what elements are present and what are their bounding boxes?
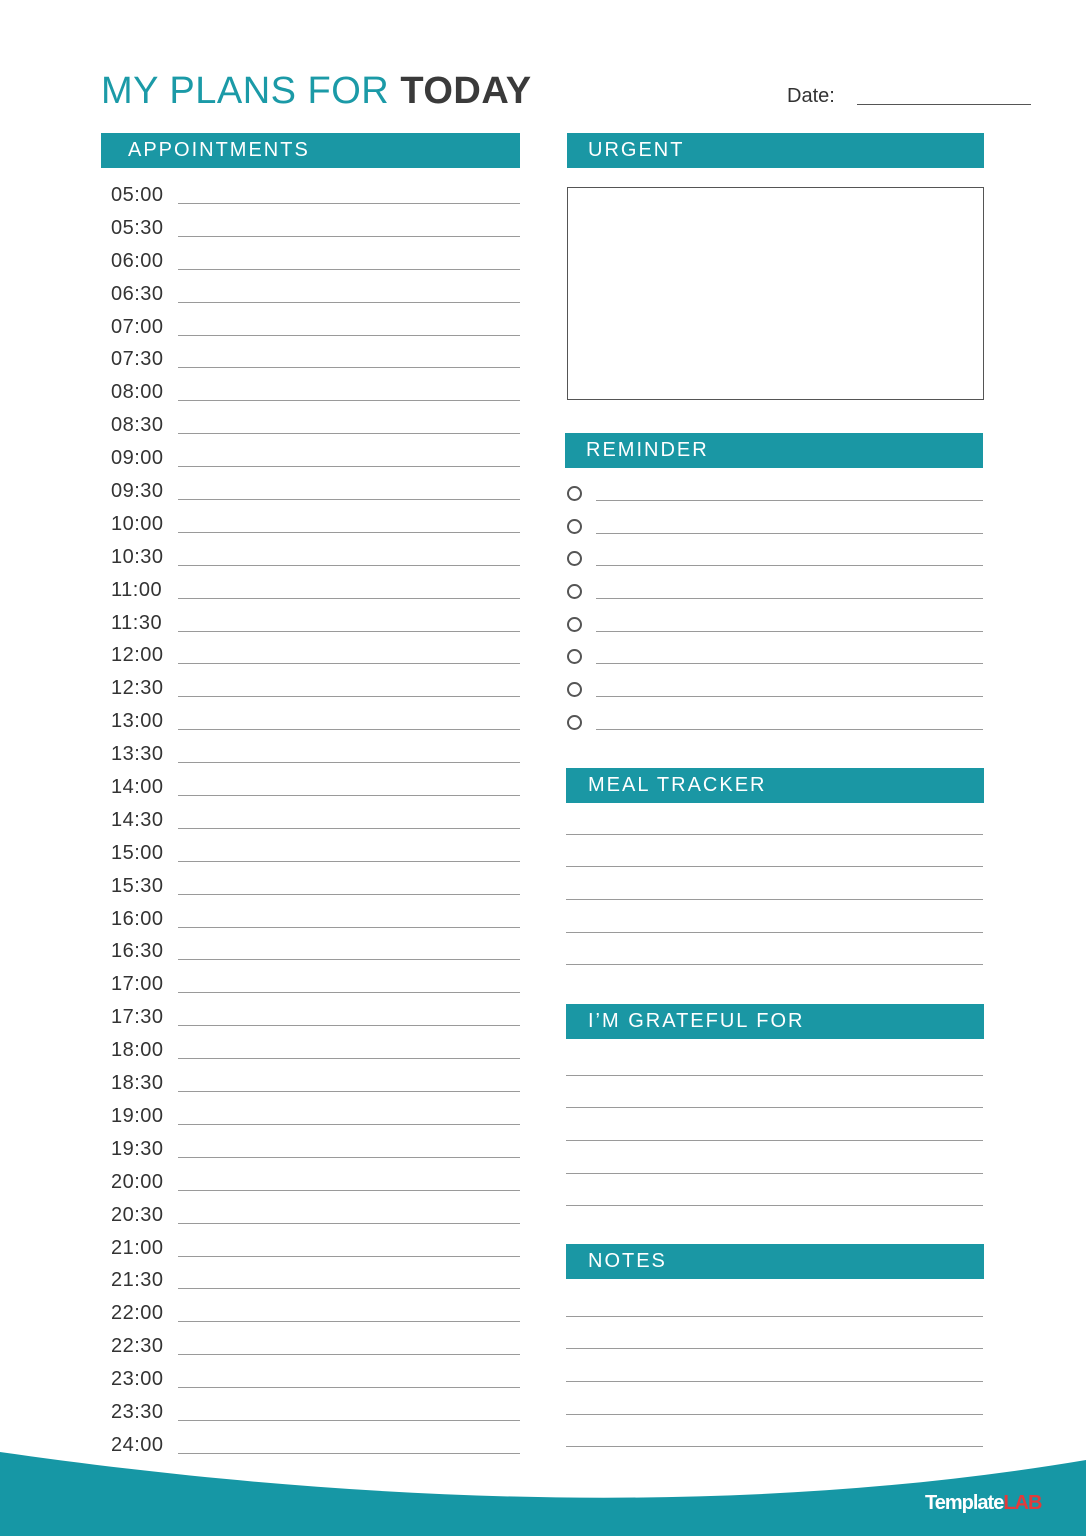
appointment-time: 11:30	[111, 611, 163, 634]
appointment-entry-line[interactable]	[178, 400, 520, 401]
appointment-row	[101, 706, 520, 739]
appointment-row	[101, 1134, 520, 1167]
appointment-row	[101, 443, 520, 476]
appointment-row	[101, 1364, 520, 1397]
appointment-row	[101, 476, 520, 509]
appointment-entry-line[interactable]	[178, 1256, 520, 1257]
reminder-item	[566, 543, 983, 576]
reminder-item	[566, 511, 983, 544]
appointment-row	[101, 608, 520, 641]
appointment-entry-line[interactable]	[178, 335, 520, 336]
appointment-time: 19:30	[111, 1137, 164, 1160]
appointment-entry-line[interactable]	[178, 992, 520, 993]
appointment-time: 21:00	[111, 1236, 164, 1259]
checkbox-circle-icon[interactable]	[567, 715, 582, 730]
appointment-entry-line[interactable]	[178, 532, 520, 533]
appointment-time: 07:30	[111, 348, 164, 371]
appointment-entry-line[interactable]	[178, 565, 520, 566]
appointment-entry-line[interactable]	[178, 631, 520, 632]
urgent-box[interactable]	[567, 187, 984, 400]
checkbox-circle-icon[interactable]	[567, 519, 582, 534]
notes-entry-line[interactable]	[566, 1317, 983, 1350]
appointment-time: 18:00	[111, 1039, 164, 1062]
appointment-row	[101, 640, 520, 673]
appointment-row	[101, 575, 520, 608]
appointment-entry-line[interactable]	[178, 1354, 520, 1355]
appointment-entry-line[interactable]	[178, 861, 520, 862]
checkbox-circle-icon[interactable]	[567, 617, 582, 632]
appointment-time: 21:30	[111, 1269, 164, 1292]
appointment-time: 22:30	[111, 1335, 164, 1358]
appointment-time: 10:00	[111, 512, 164, 535]
appointment-entry-line[interactable]	[178, 1321, 520, 1322]
appointment-row	[101, 805, 520, 838]
appointment-row	[101, 1002, 520, 1035]
appointment-time: 08:00	[111, 381, 164, 404]
meal-entry-line[interactable]	[566, 933, 983, 966]
appointment-entry-line[interactable]	[178, 367, 520, 368]
reminder-entry-line[interactable]	[596, 533, 983, 534]
appointment-row	[101, 377, 520, 410]
appointment-entry-line[interactable]	[178, 302, 520, 303]
grateful-header: I’M GRATEFUL FOR	[566, 1004, 984, 1039]
appointment-time: 09:30	[111, 480, 164, 503]
templatelab-logo	[925, 1492, 1041, 1515]
appointment-time: 07:00	[111, 315, 164, 338]
appointment-time: 22:00	[111, 1302, 164, 1325]
appointment-row	[101, 1233, 520, 1266]
appointment-time: 05:30	[111, 216, 164, 239]
meal-tracker-lines	[566, 802, 983, 965]
reminder-list	[566, 478, 983, 740]
appointment-entry-line[interactable]	[178, 433, 520, 434]
appointment-row	[101, 1397, 520, 1430]
date-field[interactable]	[857, 104, 1031, 105]
appointment-entry-line[interactable]	[178, 729, 520, 730]
appointment-entry-line[interactable]	[178, 499, 520, 500]
reminder-header: REMINDER	[565, 433, 983, 468]
appointment-entry-line[interactable]	[178, 894, 520, 895]
appointment-time: 16:00	[111, 907, 164, 930]
checkbox-circle-icon[interactable]	[567, 649, 582, 664]
appointment-time: 12:00	[111, 644, 164, 667]
appointment-entry-line[interactable]	[178, 927, 520, 928]
notes-entry-line[interactable]	[566, 1349, 983, 1382]
appointment-time: 19:00	[111, 1104, 164, 1127]
urgent-header: URGENT	[567, 133, 984, 168]
appointment-entry-line[interactable]	[178, 795, 520, 796]
appointment-row	[101, 542, 520, 575]
checkbox-circle-icon[interactable]	[567, 584, 582, 599]
grateful-entry-line[interactable]	[566, 1141, 983, 1174]
appointment-row	[101, 180, 520, 213]
checkbox-circle-icon[interactable]	[567, 486, 582, 501]
appointment-time: 16:30	[111, 940, 164, 963]
notes-lines	[566, 1284, 983, 1447]
appointment-time: 18:30	[111, 1072, 164, 1095]
appointment-row	[101, 936, 520, 969]
reminder-item	[566, 707, 983, 740]
meal-tracker-header: MEAL TRACKER	[566, 768, 984, 803]
appointment-time: 20:30	[111, 1203, 164, 1226]
meal-entry-line[interactable]	[566, 900, 983, 933]
appointment-entry-line[interactable]	[178, 1387, 520, 1388]
appointment-row	[101, 410, 520, 443]
appointment-time: 11:00	[111, 578, 163, 601]
logo-lab-text: LAB	[1003, 1492, 1042, 1514]
grateful-entry-line[interactable]	[566, 1076, 983, 1109]
appointment-time: 23:30	[111, 1400, 164, 1423]
reminder-entry-line[interactable]	[596, 598, 983, 599]
appointment-entry-line[interactable]	[178, 1288, 520, 1289]
appointment-time: 17:30	[111, 1006, 164, 1029]
title-bold-part: TODAY	[400, 70, 532, 112]
checkbox-circle-icon[interactable]	[567, 551, 582, 566]
appointment-time: 08:30	[111, 414, 164, 437]
checkbox-circle-icon[interactable]	[567, 682, 582, 697]
appointment-time: 20:00	[111, 1170, 164, 1193]
appointment-row	[101, 279, 520, 312]
appointment-entry-line[interactable]	[178, 598, 520, 599]
reminder-entry-line[interactable]	[596, 729, 983, 730]
appointment-time: 15:00	[111, 841, 164, 864]
appointment-entry-line[interactable]	[178, 1058, 520, 1059]
reminder-item	[566, 576, 983, 609]
appointment-time: 23:00	[111, 1368, 164, 1391]
appointment-entry-line[interactable]	[178, 1190, 520, 1191]
appointment-time: 14:00	[111, 776, 164, 799]
appointment-time: 06:00	[111, 249, 164, 272]
reminder-item	[566, 674, 983, 707]
appointment-entry-line[interactable]	[178, 1025, 520, 1026]
footer-wave	[0, 1440, 1086, 1536]
appointment-time: 10:30	[111, 545, 164, 568]
appointment-entry-line[interactable]	[178, 1420, 520, 1421]
appointment-row	[101, 1298, 520, 1331]
appointment-row	[101, 871, 520, 904]
appointment-time: 09:00	[111, 447, 164, 470]
meal-entry-line[interactable]	[566, 867, 983, 900]
appointment-time: 15:30	[111, 874, 164, 897]
appointment-entry-line[interactable]	[178, 959, 520, 960]
appointment-entry-line[interactable]	[178, 269, 520, 270]
appointment-time: 05:00	[111, 184, 164, 206]
reminder-entry-line[interactable]	[596, 565, 983, 566]
page-title	[101, 68, 532, 114]
appointment-row	[101, 904, 520, 937]
reminder-entry-line[interactable]	[596, 631, 983, 632]
appointment-entry-line[interactable]	[178, 696, 520, 697]
meal-entry-line[interactable]	[566, 802, 983, 835]
appointment-time: 13:00	[111, 710, 164, 733]
appointment-row	[101, 509, 520, 542]
appointment-row	[101, 1101, 520, 1134]
appointment-time: 13:30	[111, 743, 164, 766]
appointments-header: APPOINTMENTS	[101, 133, 520, 168]
grateful-entry-line[interactable]	[566, 1043, 983, 1076]
appointment-row	[101, 1068, 520, 1101]
reminder-item	[566, 478, 983, 511]
appointment-row	[101, 312, 520, 345]
reminder-entry-line[interactable]	[596, 696, 983, 697]
appointment-entry-line[interactable]	[178, 203, 520, 204]
logo-template-text: Template	[925, 1492, 1004, 1514]
grateful-entry-line[interactable]	[566, 1174, 983, 1207]
grateful-lines	[566, 1043, 983, 1206]
appointment-time: 06:30	[111, 282, 164, 305]
appointment-entry-line[interactable]	[178, 236, 520, 237]
notes-header: NOTES	[566, 1244, 984, 1279]
appointment-row	[101, 1035, 520, 1068]
appointment-row	[101, 739, 520, 772]
appointment-entry-line[interactable]	[178, 1124, 520, 1125]
appointment-time: 24:00	[111, 1433, 164, 1456]
appointment-row	[101, 246, 520, 279]
appointment-time: 14:30	[111, 808, 164, 831]
appointment-entry-line[interactable]	[178, 762, 520, 763]
appointment-row	[101, 1265, 520, 1298]
appointment-entry-line[interactable]	[178, 1223, 520, 1224]
appointment-entry-line[interactable]	[178, 828, 520, 829]
appointment-time: 12:30	[111, 677, 164, 700]
reminder-item	[566, 609, 983, 642]
notes-entry-line[interactable]	[566, 1382, 983, 1415]
appointment-row	[101, 772, 520, 805]
date-label: Date:	[787, 85, 835, 107]
reminder-item	[566, 641, 983, 674]
appointment-row	[101, 344, 520, 377]
appointment-row	[101, 1200, 520, 1233]
appointment-entry-line[interactable]	[178, 663, 520, 664]
notes-entry-line[interactable]	[566, 1284, 983, 1317]
appointment-entry-line[interactable]	[178, 1157, 520, 1158]
appointment-row	[101, 213, 520, 246]
appointment-entry-line[interactable]	[178, 466, 520, 467]
reminder-entry-line[interactable]	[596, 500, 983, 501]
appointment-row	[101, 838, 520, 871]
title-light-part: MY PLANS FOR	[101, 70, 390, 112]
meal-entry-line[interactable]	[566, 835, 983, 868]
appointment-row	[101, 673, 520, 706]
appointments-list	[101, 180, 520, 1463]
reminder-entry-line[interactable]	[596, 663, 983, 664]
appointment-row	[101, 1167, 520, 1200]
appointment-row	[101, 969, 520, 1002]
appointment-time: 17:00	[111, 973, 164, 996]
appointment-entry-line[interactable]	[178, 1091, 520, 1092]
grateful-entry-line[interactable]	[566, 1108, 983, 1141]
appointment-row	[101, 1331, 520, 1364]
